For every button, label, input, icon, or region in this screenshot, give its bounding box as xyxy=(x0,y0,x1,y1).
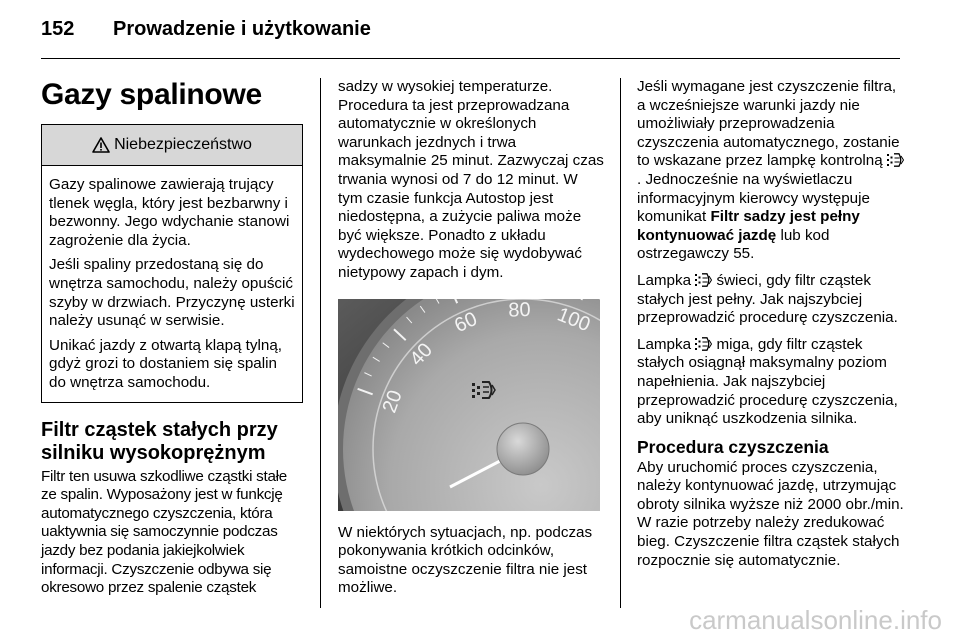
column-2 xyxy=(338,78,604,598)
column-divider xyxy=(320,78,321,608)
warning-paragraph: Gazy spalinowe zawierają trujący tlenek węgla, który jest bezbarwny i bezwonny. Jego wdychanie stanowi zagrożenie dla życia. xyxy=(49,176,290,249)
warning-paragraph: Unikać jazdy z otwartą klapą tylną, gdyż grozi to dostaniem się spalin do wnętrza samochodu. xyxy=(49,336,282,391)
body-paragraph: sadzy w wysokiej temperaturze. Procedura ta jest przeprowadzana automatycznie w określonych warunkach jezdnych i trwa maksymalnie 25 minut. Zazwyczaj czas trwania wynosi od 7 do 12 minut. W tym czasie funkcja Autostop jest niedostępna, a zużycie paliwa może być większe. Ponadto z układu wydechowego może się wydobywać nietypowy zapach i dym. xyxy=(338,78,604,281)
body-paragraph: Filtr ten usuwa szkodliwe cząstki stałe ze spalin. Wyposażony jest w funkcję automatycznego czyszczenia, która uaktywnia się samoczynnie podczas jazdy bez podania jakiejkolwiek informacji. Czyszczenie odbywa się okresowo przez spalenie cząstek xyxy=(41,467,287,597)
warning-box xyxy=(41,124,303,403)
warning-header xyxy=(42,125,302,166)
watermark: carmanualsonline.info xyxy=(689,605,942,635)
body-paragraph: Lampka miga, gdy filtr cząstek stałych osiągnął maksymalny poziom napełnienia. Jak najszybciej przeprowadzić procedurę czyszczenia, aby uniknąć uszkodzenia silnika. xyxy=(637,335,898,428)
page-number: 152 xyxy=(41,18,75,40)
gauge-hub xyxy=(497,423,549,475)
warning-triangle-icon xyxy=(92,137,110,153)
gauge-label: 60 xyxy=(451,307,481,337)
warning-heading: Niebezpieczeństwo xyxy=(114,135,252,153)
section-title: Filtr cząstek stałych przy silniku wysokoprężnym xyxy=(41,418,278,464)
body-paragraph: Aby uruchomić proces czyszczenia, należy kontynuować jazdę, utrzymując obroty silnika wyższe niż 2000 obr./min. W razie potrzeby należy zredukować bieg. Czyszczenie filtra cząstek stałych rozpocznie się automatycznie. xyxy=(637,458,904,569)
column-divider xyxy=(620,78,621,608)
gauge-label: 80 xyxy=(508,298,531,322)
gauge-label: 40 xyxy=(405,338,437,370)
message-text: Filtr sadzy jest pełny kontynuować jazdę xyxy=(637,208,860,244)
chapter-title: Prowadzenie i użytkowanie xyxy=(113,18,371,40)
body-paragraph: Jeśli wymagane jest czyszczenie filtra, a wcześniejsze warunki jazdy nie umożliwiały przeprowadzenia czyszczenia automatycznego, zostanie to wskazane przez lampkę kontrolną . Jednocześnie na wyświetlaczu informacyjnym kierowcy występuje komunikat Filtr sadzy jest pełny kontynuować jazdę lub kod ostrzegawczy 55. xyxy=(637,78,905,264)
speedometer-photo xyxy=(338,299,600,511)
warning-paragraph: Jeśli spaliny przedostaną się do wnętrza samochodu, należy opuścić szyby w drzwiach. Przyczynę usterki należy usunąć w serwisie. xyxy=(49,256,295,330)
header-rule xyxy=(41,58,900,59)
column-1 xyxy=(41,78,303,598)
particle-filter-icon xyxy=(695,273,712,287)
gauge-label: 20 xyxy=(378,386,407,416)
warning-body xyxy=(42,166,302,402)
subsection-title: Procedura czyszczenia xyxy=(637,436,829,457)
body-paragraph: Lampka świeci, gdy filtr cząstek stałych jest pełny. Jak najszybciej przeprowadzić procedurę czyszczenia. xyxy=(637,271,898,327)
section-title: Gazy spalinowe xyxy=(41,78,262,111)
gauge-label: 100 xyxy=(554,303,594,336)
particle-filter-icon xyxy=(887,153,904,167)
column-3 xyxy=(637,78,905,570)
body-paragraph: W niektórych sytuacjach, np. podczas pokonywania krótkich odcinków, samoistne oczyszczenie filtra nie jest możliwe. xyxy=(338,523,593,597)
particle-filter-icon xyxy=(695,337,712,351)
page-header xyxy=(41,18,371,41)
